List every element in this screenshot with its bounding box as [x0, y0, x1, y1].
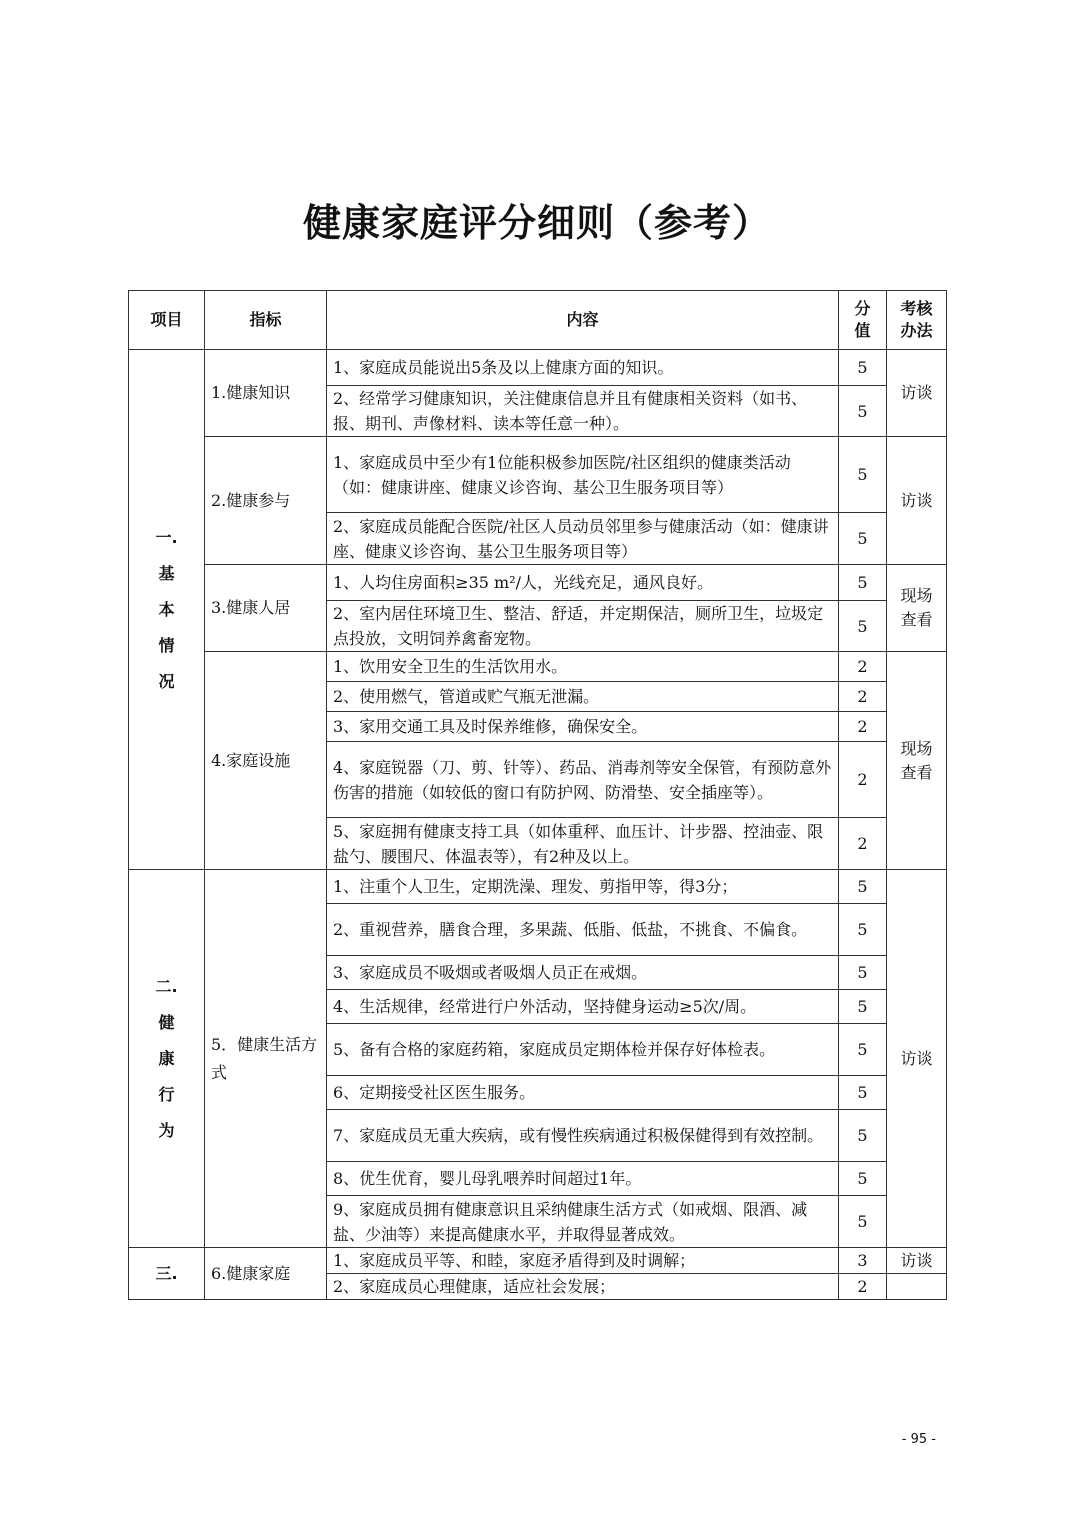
method-cell: 访谈 [887, 870, 947, 1248]
project-cell: 一. 基 本 情 况 [129, 350, 205, 870]
content-cell: 3、家用交通工具及时保养维修，确保安全。 [327, 712, 839, 742]
indicator-cell: 4.家庭设施 [205, 652, 327, 870]
table-body [129, 350, 947, 1300]
score-cell: 5 [839, 601, 887, 652]
content-cell: 1、人均住房面积≥35 m²/人，光线充足，通风良好。 [327, 565, 839, 601]
score-cell: 2 [839, 742, 887, 818]
content-cell: 8、优生优育，婴儿母乳喂养时间超过1年。 [327, 1162, 839, 1196]
content-cell: 2、家庭成员能配合医院/社区人员动员邻里参与健康活动（如：健康讲座、健康义诊咨询、基公卫生服务项目等） [327, 513, 839, 565]
score-cell: 5 [839, 956, 887, 990]
method-cell [887, 1274, 947, 1300]
score-cell: 2 [839, 652, 887, 682]
method-cell: 现场查看 [887, 565, 947, 652]
scoring-table [128, 290, 947, 1300]
content-cell: 1、家庭成员中至少有1位能积极参加医院/社区组织的健康类活动（如：健康讲座、健康义诊咨询、基公卫生服务项目等） [327, 437, 839, 513]
content-cell: 1、注重个人卫生，定期洗澡、理发、剪指甲等，得3分； [327, 870, 839, 904]
score-cell: 5 [839, 565, 887, 601]
content-cell: 4、家庭锐器（刀、剪、针等）、药品、消毒剂等安全保管，有预防意外伤害的措施（如较低的窗口有防护网、防滑垫、安全插座等）。 [327, 742, 839, 818]
header-method: 考核办法 [887, 291, 947, 350]
indicator-cell: 1.健康知识 [205, 350, 327, 437]
page-number: - 95 - [901, 1432, 936, 1447]
header-content: 内容 [327, 291, 839, 350]
method-cell: 访谈 [887, 350, 947, 437]
content-cell: 9、家庭成员拥有健康意识且采纳健康生活方式（如戒烟、限酒、减盐、少油等）来提高健康水平，并取得显著成效。 [327, 1196, 839, 1248]
table-row [129, 870, 947, 904]
score-cell: 5 [839, 870, 887, 904]
score-cell: 2 [839, 712, 887, 742]
score-cell: 5 [839, 1076, 887, 1110]
score-cell: 2 [839, 682, 887, 712]
content-cell: 1、饮用安全卫生的生活饮用水。 [327, 652, 839, 682]
table-row [129, 652, 947, 682]
table-row [129, 350, 947, 386]
content-cell: 7、家庭成员无重大疾病，或有慢性疾病通过积极保健得到有效控制。 [327, 1110, 839, 1162]
page-title: 健康家庭评分细则（参考） [302, 201, 771, 245]
project-cell: 三. [129, 1248, 205, 1300]
content-cell: 2、重视营养，膳食合理，多果蔬、低脂、低盐，不挑食、不偏食。 [327, 904, 839, 956]
indicator-cell: 6.健康家庭 [205, 1248, 327, 1300]
content-cell: 2、家庭成员心理健康，适应社会发展； [327, 1274, 839, 1300]
score-cell: 5 [839, 904, 887, 956]
score-cell: 5 [839, 386, 887, 437]
method-cell: 现场查看 [887, 652, 947, 870]
header-score: 分值 [839, 291, 887, 350]
method-cell: 访谈 [887, 1248, 947, 1274]
indicator-cell: 5．健康生活方式 [205, 870, 327, 1248]
score-cell: 5 [839, 513, 887, 565]
indicator-cell: 3.健康人居 [205, 565, 327, 652]
content-cell: 2、使用燃气，管道或贮气瓶无泄漏。 [327, 682, 839, 712]
score-cell: 2 [839, 818, 887, 870]
score-cell: 5 [839, 1162, 887, 1196]
table-row [129, 565, 947, 601]
indicator-cell: 2.健康参与 [205, 437, 327, 565]
content-cell: 5、备有合格的家庭药箱，家庭成员定期体检并保存好体检表。 [327, 1024, 839, 1076]
content-cell: 1、家庭成员能说出5条及以上健康方面的知识。 [327, 350, 839, 386]
content-cell: 3、家庭成员不吸烟或者吸烟人员正在戒烟。 [327, 956, 839, 990]
score-cell: 3 [839, 1248, 887, 1274]
header-indicator: 指标 [205, 291, 327, 350]
content-cell: 5、家庭拥有健康支持工具（如体重秤、血压计、计步器、控油壶、限盐勺、腰围尺、体温表等），有2种及以上。 [327, 818, 839, 870]
score-cell: 5 [839, 990, 887, 1024]
score-cell: 2 [839, 1274, 887, 1300]
score-cell: 5 [839, 1196, 887, 1248]
score-cell: 5 [839, 437, 887, 513]
content-cell: 4、生活规律，经常进行户外活动，坚持健身运动≥5次/周。 [327, 990, 839, 1024]
table-row [129, 1248, 947, 1274]
content-cell: 2、经常学习健康知识，关注健康信息并且有健康相关资料（如书、报、期刊、声像材料、读本等任意一种）。 [327, 386, 839, 437]
content-cell: 2、室内居住环境卫生、整洁、舒适，并定期保洁，厕所卫生，垃圾定点投放，文明饲养禽畜宠物。 [327, 601, 839, 652]
table-header-row [129, 291, 947, 350]
score-cell: 5 [839, 1024, 887, 1076]
method-cell: 访谈 [887, 437, 947, 565]
header-project: 项目 [129, 291, 205, 350]
content-cell: 6、定期接受社区医生服务。 [327, 1076, 839, 1110]
score-cell: 5 [839, 350, 887, 386]
content-cell: 1、家庭成员平等、和睦，家庭矛盾得到及时调解； [327, 1248, 839, 1274]
score-cell: 5 [839, 1110, 887, 1162]
table-row [129, 437, 947, 513]
project-cell: 二. 健 康 行 为 [129, 870, 205, 1248]
